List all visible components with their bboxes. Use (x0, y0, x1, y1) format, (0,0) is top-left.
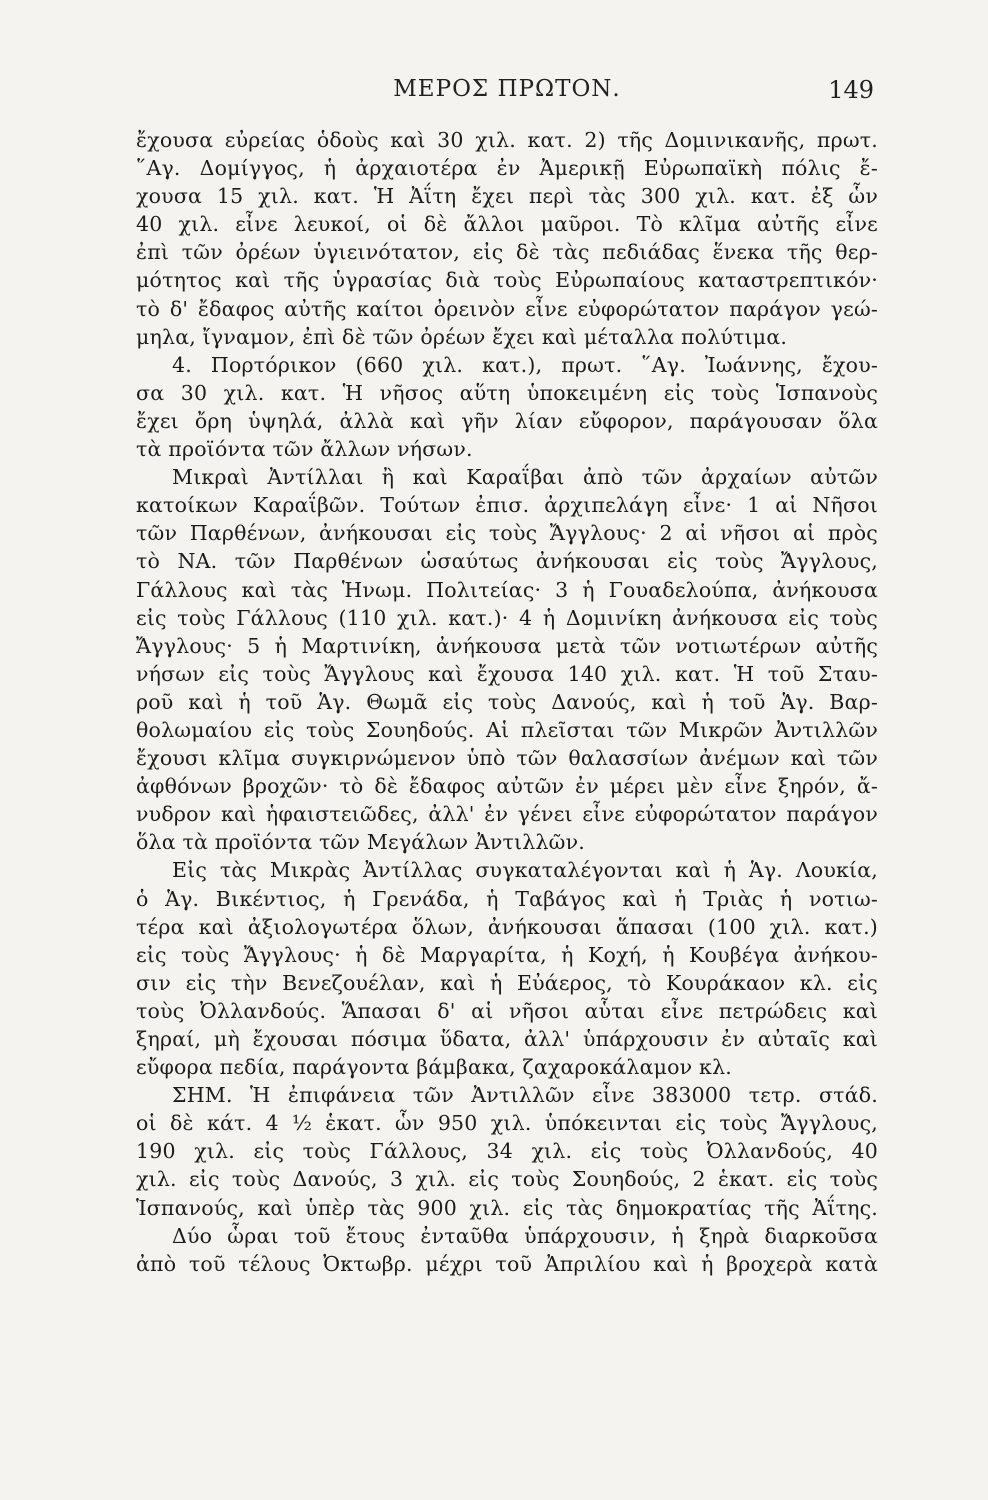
text-line: τέρα καὶ ἀξιολογωτέρα ὅλων, ἀνήκουσαι ἅπασαι (100 χιλ. κατ.) (136, 914, 878, 939)
text-line: μηλα, ἴγναμον, ἐπὶ δὲ τῶν ὀρέων ἔχει καὶ μέταλλα πολύτιμα. (136, 324, 788, 349)
text-line: ξηραί, μὴ ἔχουσαι πόσιμα ὕδατα, ἀλλ' ὑπάρχουσιν ἐν αὐταῖς καὶ (136, 1027, 878, 1051)
text-line: Δύο ὧραι τοῦ ἔτους ἐνταῦθα ὑπάρχουσιν, ἡ ξηρὰ διαρκοῦσα (172, 1223, 878, 1248)
text-line: σιν εἰς τὴν Βενεζουέλαν, καὶ ἡ Εὐάερος, τὸ Κουράκαον κλ. εἰς (136, 970, 878, 995)
text-line: ΣΗΜ. Ἡ ἐπιφάνεια τῶν Ἀντιλλῶν εἶνε 383000 τετρ. στάδ. (172, 1083, 878, 1108)
text-line: ροῦ καὶ ἡ τοῦ Ἁγ. Θωμᾶ εἰς τοὺς Δανούς, καὶ ἡ τοῦ Ἁγ. Βαρ- (136, 689, 878, 714)
body-text (136, 126, 878, 1278)
text-line: 40 χιλ. εἶνε λευκοί, οἱ δὲ ἄλλοι μαῦροι. Τὸ κλῖμα αὐτῆς εἶνε (136, 212, 878, 237)
text-line: 4. Πορτόρικον (660 χιλ. κατ.), πρωτ. ῞Αγ. Ἰωάννης, ἔχου- (172, 352, 878, 377)
text-line: εὔφορα πεδία, παράγοντα βάμβακα, ζαχαροκάλαμον κλ. (136, 1055, 732, 1080)
text-line: σα 30 χιλ. κατ. Ἡ νῆσος αὕτη ὑποκειμένη εἰς τοὺς Ἱσπανοὺς (136, 380, 878, 405)
text-line: Μικραὶ Ἀντίλλαι ἢ καὶ Καραΐβαι ἀπὸ τῶν ἀρχαίων αὐτῶν (172, 465, 878, 490)
text-line: Γάλλους καὶ τὰς Ἡνωμ. Πολιτείας· 3 ἡ Γουαδελούπα, ἀνήκουσα (136, 577, 878, 602)
running-title: ΜΕΡΟΣ ΠΡΩΤΟΝ. (393, 76, 621, 102)
running-header (136, 76, 878, 106)
text-line: Ἱσπανούς, καὶ ὑπὲρ τὰς 900 χιλ. εἰς τὰς δημοκρατίας τῆς Ἀΐτης. (136, 1195, 878, 1220)
text-line: ὅλα τὰ προϊόντα τῶν Μεγάλων Ἀντιλλῶν. (136, 830, 585, 855)
text-line: Εἰς τὰς Μικρὰς Ἀντίλλας συγκαταλέγονται καὶ ἡ Ἁγ. Λουκία, (172, 858, 878, 883)
text-line: ἔχουσα εὐρείας ὁδοὺς καὶ 30 χιλ. κατ. 2) τῆς Δομινικανῆς, πρωτ. (136, 128, 878, 152)
text-line: οἱ δὲ κάτ. 4 ½ ἑκατ. ὧν 950 χιλ. ὑπόκεινται εἰς τοὺς Ἄγγλους, (136, 1111, 878, 1136)
text-line: ἀφθόνων βροχῶν· τὸ δὲ ἔδαφος αὐτῶν ἐν μέρει μὲν εἶνε ξηρόν, ἄ- (136, 774, 878, 799)
text-line: μότητος καὶ τῆς ὑγρασίας διὰ τοὺς Εὐρωπαίους καταστρεπτικόν· (136, 268, 878, 293)
text-line: κατοίκων Καραΐβῶν. Τούτων ἐπισ. ἀρχιπελάγη εἶνε· 1 αἱ Νῆσοι (136, 493, 878, 518)
text-line: ἀπὸ τοῦ τέλους Ὀκτωβρ. μέχρι τοῦ Ἀπριλίου καὶ ἡ βροχερὰ κατὰ (136, 1251, 878, 1276)
text-line: νήσων εἰς τοὺς Ἄγγλους καὶ ἔχουσα 140 χιλ. κατ. Ἡ τοῦ Σταυ- (136, 661, 878, 686)
text-line: τοὺς Ὀλλανδούς. Ἅπασαι δ' αἱ νῆσοι αὗται εἶνε πετρώδεις καὶ (136, 998, 878, 1023)
text-line: ἔχουσι κλῖμα συγκιρνώμενον ὑπὸ τῶν θαλασσίων ἀνέμων καὶ τῶν (136, 746, 878, 771)
text-line: τῶν Παρθένων, ἀνήκουσαι εἰς τοὺς Ἄγγλους· 2 αἱ νῆσοι αἱ πρὸς (136, 521, 878, 546)
page-number: 149 (828, 76, 874, 104)
text-line: χουσα 15 χιλ. κατ. Ἡ Ἀΐτη ἔχει περὶ τὰς 300 χιλ. κατ. ἐξ ὧν (136, 184, 878, 209)
text-line: ὁ Ἁγ. Βικέντιος, ἡ Γρενάδα, ἡ Ταβάγος καὶ ἡ Τριὰς ἡ νοτιω- (136, 886, 878, 911)
text-line: χιλ. εἰς τοὺς Δανούς, 3 χιλ. εἰς τοὺς Σουηδούς, 2 ἑκατ. εἰς τοὺς (136, 1167, 878, 1192)
text-line: ἐπὶ τῶν ὀρέων ὑγιεινότατον, εἰς δὲ τὰς πεδιάδας ἕνεκα τῆς θερ- (136, 240, 878, 265)
text-line: θολωμαίου εἰς τοὺς Σουηδούς. Αἱ πλεῖσται τῶν Μικρῶν Ἀντιλλῶν (136, 717, 878, 742)
text-line: τὸ δ' ἔδαφος αὐτῆς καίτοι ὀρεινὸν εἶνε εὐφορώτατον παράγον γεώ- (136, 296, 878, 321)
text-line: εἰς τοὺς Γάλλους (110 χιλ. κατ.)· 4 ἡ Δομινίκη ἀνήκουσα εἰς τοὺς (136, 605, 878, 630)
text-line: ἔχει ὄρη ὑψηλά, ἀλλὰ καὶ γῆν λίαν εὔφορον, παράγουσαν ὅλα (136, 408, 878, 433)
text-line: τὸ ΝΑ. τῶν Παρθένων ὡσαύτως ἀνήκουσαι εἰς τοὺς Ἄγγλους, (136, 549, 878, 574)
text-line: τὰ προϊόντα τῶν ἄλλων νήσων. (136, 437, 473, 462)
text-line: 190 χιλ. εἰς τοὺς Γάλλους, 34 χιλ. εἰς τοὺς Ὀλλανδούς, 40 (136, 1139, 878, 1164)
text-line: εἰς τοὺς Ἄγγλους· ἡ δὲ Μαργαρίτα, ἡ Κοχή, ἡ Κουβέγα ἀνήκου- (136, 942, 878, 967)
text-line: ῞Αγ. Δομίγγος, ἡ ἀρχαιοτέρα ἐν Ἀμερικῇ Εὐρωπαϊκὴ πόλις ἔ- (136, 156, 878, 181)
text-line: Ἄγγλους· 5 ἡ Μαρτινίκη, ἀνήκουσα μετὰ τῶν νοτιωτέρων αὐτῆς (136, 633, 878, 658)
text-line: νυδρον καὶ ἡφαιστειῶδες, ἀλλ' ἐν γένει εἶνε εὐφορώτατον παράγον (136, 802, 878, 827)
